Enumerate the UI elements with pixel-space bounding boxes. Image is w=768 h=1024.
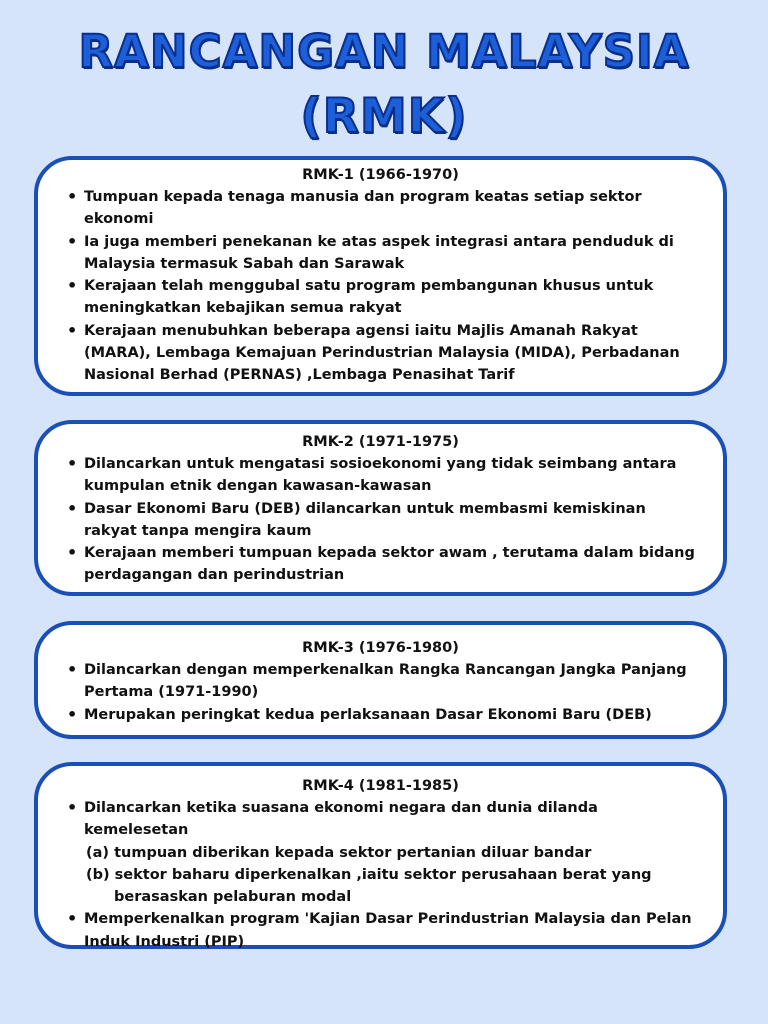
bullet-list: [38, 186, 723, 387]
sub-item: (a) tumpuan diberikan kepada sektor pertanian diluar bandar: [86, 844, 592, 861]
card-rmk-3: [34, 621, 727, 739]
list-item: • Kerajaan menubuhkan beberapa agensi iaitu Majlis Amanah Rakyat (MARA), Lembaga Kemajuan Perindustrian Malaysia (MIDA), Perbadanan Nasional Berhad (PERNAS) ,Lembaga Penasihat Tarif: [38, 320, 723, 387]
sub-item: (b) sektor baharu diperkenalkan ,iaitu sektor perusahaan berat yang: [86, 866, 652, 883]
card-heading: RMK-3 (1976-1980): [302, 640, 459, 656]
card-rmk-4: [34, 762, 727, 949]
list-item: • Merupakan peringkat kedua perlaksanaan Dasar Ekonomi Baru (DEB): [38, 704, 723, 726]
list-item: • Tumpuan kepada tenaga manusia dan program keatas setiap sektor ekonomi: [38, 186, 723, 231]
list-item: • Dilancarkan untuk mengatasi sosioekonomi yang tidak seimbang antara kumpulan etnik dengan kawasan-kawasan: [38, 453, 723, 498]
list-item: • Dasar Ekonomi Baru (DEB) dilancarkan untuk membasmi kemiskinan rakyat tanpa mengira kaum: [38, 498, 723, 543]
list-item: • Ia juga memberi penekanan ke atas aspek integrasi antara penduduk di Malaysia termasuk Sabah dan Sarawak: [38, 231, 723, 276]
list-item: • Dilancarkan ketika suasana ekonomi negara dan dunia dilanda kemelesetan: [38, 797, 723, 842]
sub-item-continuation: berasaskan pelaburan modal: [114, 889, 352, 906]
bullet-list: [38, 797, 723, 953]
page-subtitle: (RMK): [300, 89, 468, 144]
list-item: • Memperkenalkan program 'Kajian Dasar Perindustrian Malaysia dan Pelan Induk Industri (PIP): [38, 908, 723, 953]
card-heading: RMK-1 (1966-1970): [302, 167, 459, 183]
list-item: • Kerajaan memberi tumpuan kepada sektor awam , terutama dalam bidang perdagangan dan perindustrian: [38, 542, 723, 587]
page-title: RANCANGAN MALAYSIA: [78, 25, 690, 78]
bullet-list: [38, 659, 723, 726]
list-item: • Kerajaan telah menggubal satu program pembangunan khusus untuk meningkatkan kebajikan semua rakyat: [38, 275, 723, 320]
list-item: • Dilancarkan dengan memperkenalkan Rangka Rancangan Jangka Panjang Pertama (1971-1990): [38, 659, 723, 704]
card-heading: RMK-2 (1971-1975): [302, 434, 459, 450]
card-heading: RMK-4 (1981-1985): [302, 778, 459, 794]
card-rmk-2: [34, 420, 727, 596]
bullet-list: [38, 453, 723, 587]
card-rmk-1: [34, 156, 727, 396]
